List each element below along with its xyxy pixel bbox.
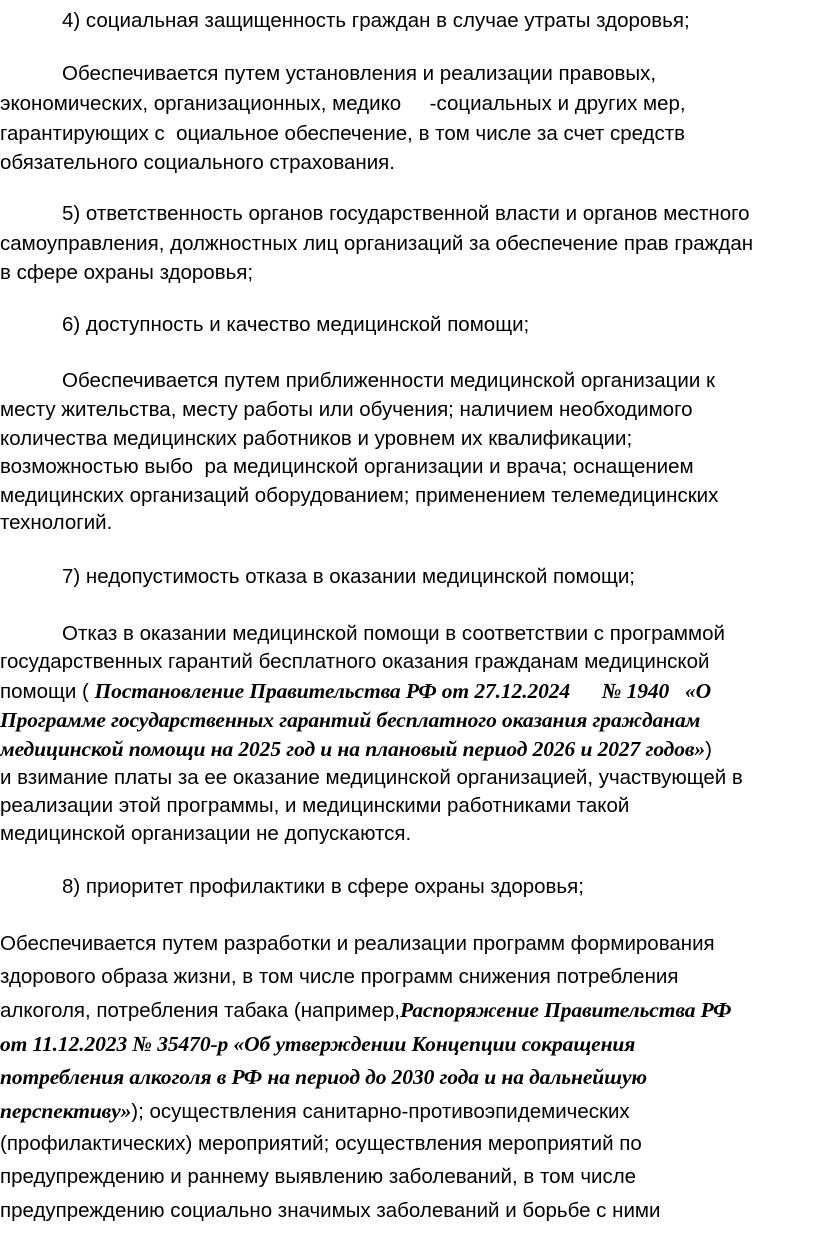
item8-body-line: здорового образа жизни, в том числе программ снижения потребления bbox=[0, 965, 679, 988]
item7-body-line: Отказ в оказании медицинской помощи в соответствии с программой bbox=[62, 622, 725, 645]
item8-body-line bbox=[0, 995, 816, 1025]
decree-reference-line: Программе государственных гарантий бесплатного оказания гражданам bbox=[0, 708, 701, 732]
order-reference: Распоряжение Правительства РФ bbox=[400, 998, 732, 1022]
item8-body-prefix: алкоголя, потребления табака (например, bbox=[0, 999, 401, 1022]
item8-body-line: Обеспечивается путем разработки и реализации программ формирования bbox=[0, 932, 715, 955]
item7-body-line bbox=[0, 734, 816, 764]
item8-body-line: предупреждению социально значимых заболеваний и борьбе с ними bbox=[0, 1199, 661, 1222]
item7-body-line: реализации этой программы, и медицинскими работниками такой bbox=[0, 794, 630, 817]
item7-body-line: государственных гарантий бесплатного оказания гражданам медицинской bbox=[0, 650, 710, 673]
item8-after-order: ); осуществления санитарно-противоэпидемических bbox=[131, 1100, 630, 1123]
item7-body-line: и взимание платы за ее оказание медицинской организацией, участвующей в bbox=[0, 766, 743, 789]
item4-heading: 4) социальная защищенность граждан в случае утраты здоровья; bbox=[62, 9, 690, 32]
order-reference: перспективу» bbox=[0, 1099, 132, 1123]
item4-body-line: экономических, организационных, медико -социальных и других мер, bbox=[0, 92, 686, 115]
item6-body-line: медицинских организаций оборудованием; применением телемедицинских bbox=[0, 484, 719, 507]
item8-body-line: предупреждению и раннему выявлению заболеваний, в том числе bbox=[0, 1165, 637, 1188]
item4-body-line: Обеспечивается путем установления и реализации правовых, bbox=[62, 62, 657, 85]
item6-body-line: месту жительства, месту работы или обучения; наличием необходимого bbox=[0, 398, 693, 421]
item6-body-line: технологий. bbox=[0, 511, 113, 534]
item6-heading: 6) доступность и качество медицинской помощи; bbox=[62, 313, 530, 336]
decree-reference: медицинской помощи на 2025 год и на плановый период 2026 и 2027 годов» bbox=[0, 737, 706, 761]
item7-body-line: медицинской организации не допускаются. bbox=[0, 822, 412, 845]
item7-body-line bbox=[0, 676, 816, 706]
decree-close-paren: ) bbox=[705, 738, 712, 761]
item5-heading-line: 5) ответственность органов государственной власти и органов местного bbox=[62, 202, 750, 225]
item5-heading-line: самоуправления, должностных лиц организаций за обеспечение прав граждан bbox=[0, 232, 754, 255]
item7-heading: 7) недопустимость отказа в оказании медицинской помощи; bbox=[62, 565, 635, 588]
item8-heading: 8) приоритет профилактики в сфере охраны здоровья; bbox=[62, 875, 584, 898]
item8-body-line bbox=[0, 1096, 816, 1126]
item5-heading-line: в сфере охраны здоровья; bbox=[0, 261, 254, 284]
order-reference-line: потребления алкоголя в РФ на период до 2030 года и на дальнейшую bbox=[0, 1065, 647, 1089]
item6-body-line: возможностью выбо ра медицинской организации и врача; оснащением bbox=[0, 455, 694, 478]
order-reference-line: от 11.12.2023 № 35470-р «Об утверждении Концепции сокращения bbox=[0, 1032, 636, 1056]
item4-body-line: гарантирующих с оциальное обеспечение, в том числе за счет средств bbox=[0, 122, 686, 145]
decree-reference: Постановление Правительства РФ от 27.12.2024 № 1940 «О bbox=[94, 679, 712, 703]
item4-body-line: обязательного социального страхования. bbox=[0, 151, 395, 174]
item6-body-line: Обеспечивается путем приближенности медицинской организации к bbox=[62, 369, 715, 392]
item7-body-prefix: помощи ( bbox=[0, 680, 95, 703]
item8-body-line: (профилактических) мероприятий; осуществления мероприятий по bbox=[0, 1132, 642, 1155]
item6-body-line: количества медицинских работников и уровнем их квалификации; bbox=[0, 427, 633, 450]
